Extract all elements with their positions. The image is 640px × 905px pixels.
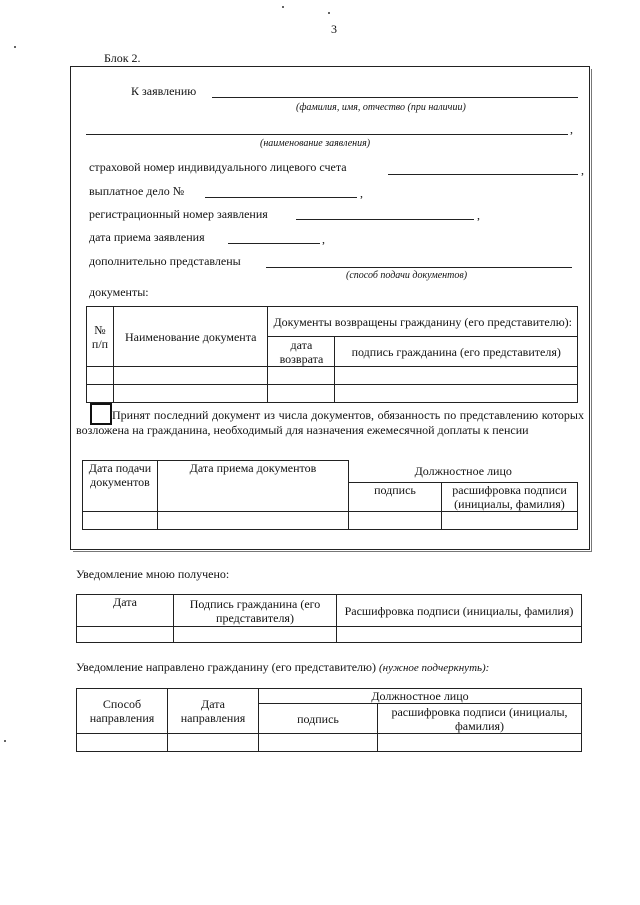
- table-row: [87, 385, 578, 403]
- documents-table: [86, 306, 578, 403]
- col-submit-date: Дата подачи документов: [83, 461, 158, 512]
- col-number: № п/п: [87, 307, 114, 367]
- snils-line[interactable]: [388, 174, 578, 175]
- table-row: [77, 627, 582, 643]
- col-document-name: Наименование документа: [114, 307, 268, 367]
- comma: ,: [477, 208, 480, 222]
- col-official: Должностное лицо: [259, 689, 582, 704]
- comma: ,: [322, 232, 325, 246]
- col-decode: расшифровка подписи (инициалы, фамилия): [378, 704, 582, 734]
- page-number: 3: [331, 22, 337, 36]
- documents-label: документы:: [89, 285, 149, 299]
- date-line[interactable]: [228, 243, 320, 244]
- statement-name-hint: (наименование заявления): [260, 138, 371, 149]
- comma: ,: [570, 122, 573, 136]
- col-accept-date: Дата приема документов: [158, 461, 349, 512]
- acceptance-table: [82, 460, 578, 530]
- table-row: [77, 734, 582, 752]
- col-method: Способ направления: [77, 689, 168, 734]
- col-send-date: Дата направления: [168, 689, 259, 734]
- scan-mark: [4, 740, 6, 742]
- case-label: выплатное дело №: [89, 184, 185, 198]
- reg-number-line[interactable]: [296, 219, 474, 220]
- col-citizen-signature: Подпись гражданина (его представителя): [174, 595, 337, 627]
- method-hint: (способ подачи документов): [346, 270, 468, 281]
- notice-received-table: [76, 594, 582, 643]
- table-row: [87, 367, 578, 385]
- col-signature: подпись: [349, 483, 442, 512]
- col-return-date: дата возврата: [268, 337, 335, 367]
- col-official: Должностное лицо: [349, 461, 578, 483]
- statement-name-line[interactable]: [86, 134, 568, 135]
- case-line[interactable]: [205, 197, 357, 198]
- col-date: Дата: [77, 595, 174, 627]
- additional-label: дополнительно представлены: [89, 254, 241, 268]
- col-returned: Документы возвращены гражданину (его представителю):: [268, 307, 578, 337]
- notice-sent-hint: (нужное подчеркнуть):: [378, 662, 490, 674]
- col-decode: расшифровка подписи (инициалы, фамилия): [442, 483, 578, 512]
- date-label: дата приема заявления: [89, 230, 205, 244]
- to-statement-label: К заявлению: [131, 84, 197, 98]
- notice-received-label: Уведомление мною получено:: [76, 567, 230, 581]
- comma: ,: [581, 163, 584, 177]
- additional-line[interactable]: [266, 267, 572, 268]
- fio-line[interactable]: [212, 97, 578, 98]
- block-title: Блок 2.: [104, 51, 141, 65]
- col-signature: подпись: [259, 704, 378, 734]
- table-row: [83, 512, 578, 530]
- last-document-text: Принят последний документ из числа документов, обязанность по представлению которых возложена на гражданина, необходимый для назначения ежемесячной доплаты к пенсии: [76, 408, 584, 437]
- snils-label: страховой номер индивидуального лицевого счета: [89, 160, 347, 174]
- reg-number-label: регистрационный номер заявления: [89, 207, 268, 221]
- notice-sent-label: [76, 660, 489, 675]
- scan-mark: [328, 12, 330, 14]
- notice-sent-text: Уведомление направлено гражданину (его представителю): [76, 660, 376, 674]
- comma: ,: [360, 186, 363, 200]
- fio-hint: (фамилия, имя, отчество (при наличии): [296, 102, 466, 113]
- col-citizen-signature: подпись гражданина (его представителя): [335, 337, 578, 367]
- notice-sent-table: [76, 688, 582, 752]
- scan-mark: [14, 46, 16, 48]
- col-decode: Расшифровка подписи (инициалы, фамилия): [337, 595, 582, 627]
- scan-mark: [282, 6, 284, 8]
